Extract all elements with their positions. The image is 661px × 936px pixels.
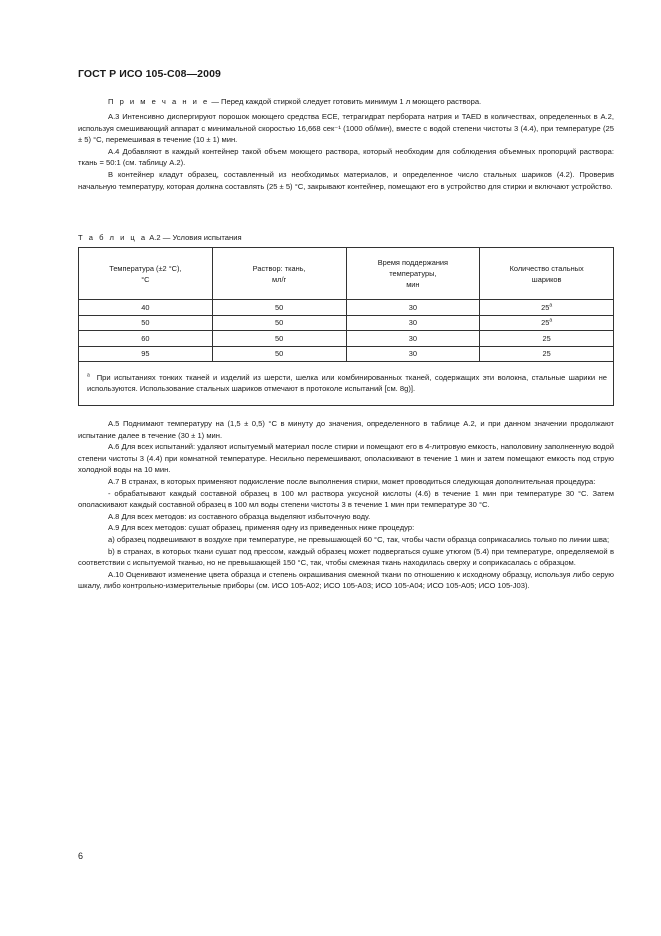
table-row xyxy=(79,315,614,331)
page-number: 6 xyxy=(78,851,84,861)
table-caption-text: А.2 — Условия испытания xyxy=(147,233,242,242)
paragraph-a9: А.9 Для всех методов: сушат образец, применяя одну из приведенных ниже процедур: xyxy=(108,523,415,533)
table-row xyxy=(79,300,614,316)
cell-balls-value: 25 xyxy=(541,302,550,312)
conditions-table xyxy=(78,247,614,406)
paragraph-container: В контейнер кладут образец, составленный из необходимых материалов, и определенное число стальных шариков (4.2). Проверив начальную температуру, которая должна составлять (25 ± 5) °С, закрывают контейнер, помещают его в устройство для стирки и включают устройство. xyxy=(78,169,614,191)
cell-balls xyxy=(480,300,614,316)
paragraph-a7: А.7 В странах, в которых применяют подкисление после выполнения стирки, может проводиться следующая дополнительная процедура: xyxy=(108,476,596,486)
note-paragraph xyxy=(78,96,614,108)
note-label: П р и м е ч а н и е xyxy=(108,97,210,106)
cell-temperature: 50 xyxy=(79,315,213,331)
note-text: — Перед каждой стиркой следует готовить минимум 1 л моющего раствора. xyxy=(209,97,482,106)
paragraph-a6: А.6 Для всех испытаний: удаляют испытуемый материал после стирки и помещают его в 4-литровую емкость, наполовину заполненную водой степени чистоты 3 (4.4) при комнатной температуре. Несильно перемешивают, ополаскивают в течение 1 мин и затем помещают емкость под струю холодной воды на 10 мин. xyxy=(78,442,614,475)
header-line: мл/г xyxy=(272,274,287,284)
header-line: Раствор: ткань, xyxy=(252,263,306,273)
cell-time: 30 xyxy=(346,300,480,316)
header-balls xyxy=(480,248,614,300)
cell-balls xyxy=(480,315,614,331)
cell-balls-value: 25 xyxy=(542,333,551,343)
paragraph-a9-a: а) образец подвешивают в воздухе при температуре, не превышающей 60 °С, так, чтобы части образца соприкасались только по линии шва; xyxy=(108,534,610,544)
table-header-row xyxy=(79,248,614,300)
table-caption xyxy=(78,233,242,242)
header-ratio xyxy=(212,248,346,300)
header-line: мин xyxy=(406,280,420,289)
paragraph-a8: А.8 Для всех методов: из составного образца выделяют избыточную воду. xyxy=(108,511,371,521)
paragraph-a9-b: b) в странах, в которых ткани сушат под прессом, каждый образец может подвергаться сушке утюгом (5.4) при температуре, определяемой в соответствии с испытуемой тканью, но не превышающей 150 °С, так, чтобы смежная ткань находилась сверху и соприкасалась с образцом. xyxy=(78,546,614,568)
table-caption-label: Т а б л и ц а xyxy=(78,233,148,242)
paragraph-a3: А.3 Интенсивно диспергируют порошок моющего средства ЕСЕ, тетрагидрат пербората натрия и TAED в количествах, определенных в А.2, используя смешивающий аппарат с минимальной скоростью 16,668 сек⁻¹ (1000 об/мин), вместе с водой степени чистоты 3 (4.4), при температуре (25 ± 5) °С, перемешивая в течение (10 ± 1) мин. xyxy=(78,112,614,145)
header-line: Температура (±2 °С), xyxy=(109,263,182,273)
cell-time: 30 xyxy=(346,331,480,347)
header-line: температуры, xyxy=(389,269,437,278)
cell-ratio: 50 xyxy=(212,346,346,362)
cell-time: 30 xyxy=(346,346,480,362)
cell-temperature: 60 xyxy=(79,331,213,347)
cell-time: 30 xyxy=(346,315,480,331)
document-header: ГОСТ Р ИСО 105-С08—2009 xyxy=(78,68,221,80)
paragraph-a4: А.4 Добавляют в каждый контейнер такой объем моющего раствора, который необходим для соблюдения объемных пропорций раствора: ткань = 50:1 (см. таблицу А.2). xyxy=(78,146,614,168)
cell-balls-value: 25 xyxy=(541,318,550,328)
cell-temperature: 95 xyxy=(79,346,213,362)
header-line: Количество стальных xyxy=(509,263,584,273)
cell-temperature: 40 xyxy=(79,300,213,316)
footnote-mark: a xyxy=(87,372,90,379)
header-time xyxy=(346,248,480,300)
table-footnote-row xyxy=(79,362,614,406)
cell-ratio: 50 xyxy=(212,331,346,347)
table-row xyxy=(79,331,614,347)
footnote-text: При испытаниях тонких тканей и изделий из шерсти, шелка или комбинированных тканей, содержащих эти волокна, стальные шарики не используются. Использование стальных шариков отмечают в протоколе испытаний [см. 8g)]. xyxy=(87,372,607,393)
cell-ratio: 50 xyxy=(212,300,346,316)
footnote-mark: a xyxy=(549,302,553,309)
footnote-mark: a xyxy=(549,317,553,324)
cell-balls-value: 25 xyxy=(542,349,551,359)
header-line: шариков xyxy=(531,274,562,284)
cell-balls xyxy=(480,346,614,362)
header-temperature xyxy=(79,248,213,300)
paragraph-a10: А.10 Оценивают изменение цвета образца и степень окрашивания смежной ткани по отношению к исходному образцу, используя либо серую шкалу, либо контрольно-измерительные приборы (см. ИСО 105-А02; ИСО 105-А03; ИСО 105-А04; ИСО 105-А05; ИСО 105-J03). xyxy=(78,569,614,591)
table-row xyxy=(79,346,614,362)
cell-balls xyxy=(480,331,614,347)
cell-ratio: 50 xyxy=(212,315,346,331)
header-line: °С xyxy=(141,274,150,284)
table-footnote xyxy=(79,362,614,406)
header-line: Время поддержания xyxy=(377,258,449,267)
paragraph-a5: А.5 Поднимают температуру на (1,5 ± 0,5) °С в минуту до значения, определенного в таблице А.2, и при данном значении продолжают испытание далее в течение (30 ± 1) мин. xyxy=(78,419,614,440)
paragraph-a7-procedure: - обрабатывают каждый составной образец в 100 мл раствора уксусной кислоты (4.6) в течение 1 мин при температуре 30 °С. Затем ополаскивают каждый составной образец в 100 мл воды степени чистоты 3 в течение 1 мин при температуре 30 °С. xyxy=(78,488,614,510)
section-top xyxy=(78,111,614,192)
section-bottom xyxy=(78,418,614,592)
